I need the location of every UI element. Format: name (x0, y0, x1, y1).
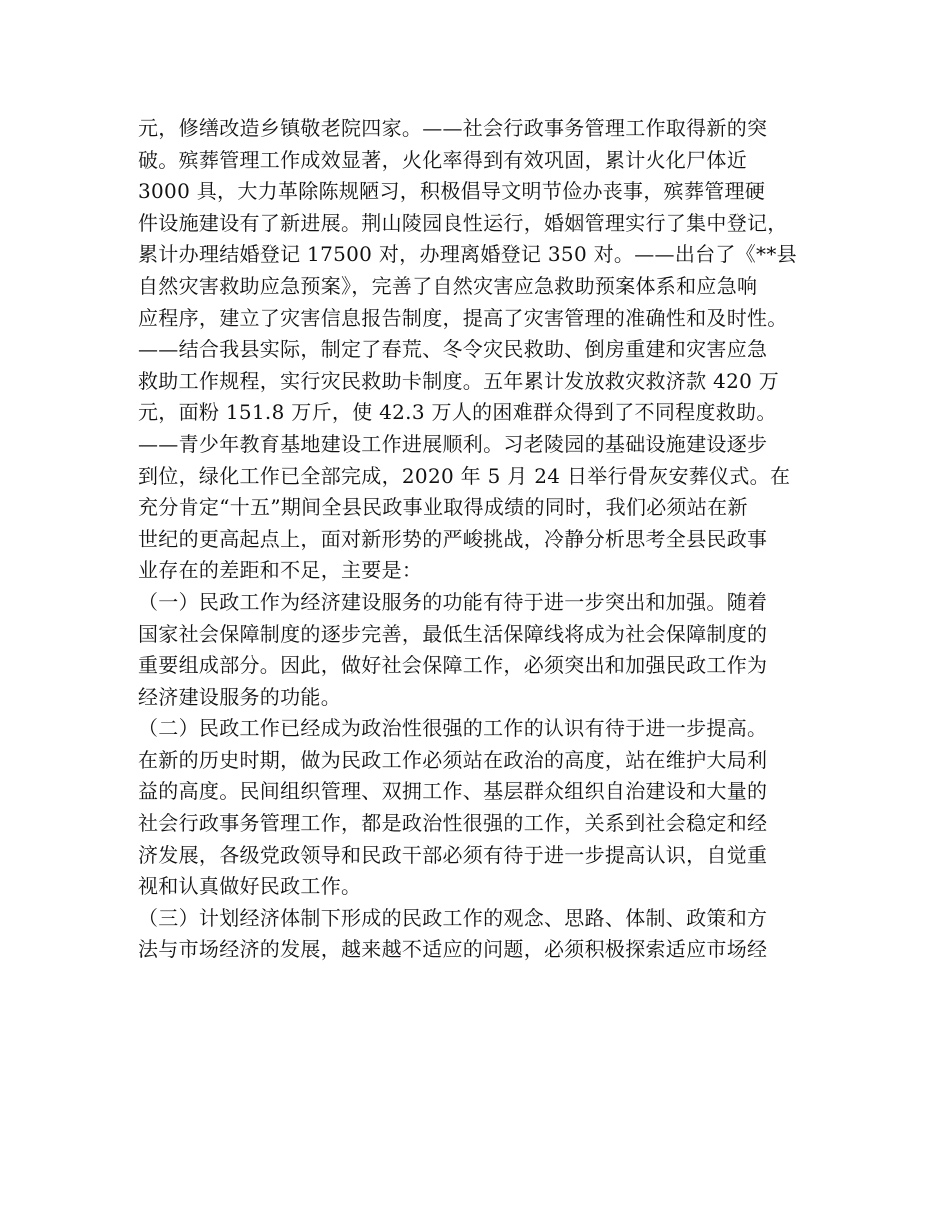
text-line: 应程序，建立了灾害信息报告制度，提高了灾害管理的准确性和及时性。 (138, 305, 788, 330)
text-line: 自然灾害救助应急预案》，完善了自然灾害应急救助预案体系和应急响 (138, 273, 758, 298)
text-line: 件设施建设有了新进展。荆山陵园良性运行，婚姻管理实行了集中登记， (138, 210, 788, 235)
text-line: 国家社会保障制度的逐步完善，最低生活保障线将成为社会保障制度的 (138, 621, 768, 646)
text-line: ——青少年教育基地建设工作进展顺利。习老陵园的基础设施建设逐步 (138, 431, 768, 456)
text-line: 3000 具，大力革除陈规陋习，积极倡导文明节俭办丧事，殡葬管理硬 (138, 179, 766, 204)
text-line: ——结合我县实际，制定了春荒、冬令灾民救助、倒房重建和灾害应急 (138, 337, 768, 362)
text-line: 破。殡葬管理工作成效显著，火化率得到有效巩固，累计火化尸体近 (138, 147, 747, 172)
section-heading-line: （二）民政工作已经成为政治性很强的工作的认识有待于进一步提高。 (138, 716, 768, 741)
text-line: 元，面粉 151.8 万斤，使 42.3 万人的困难群众得到了不同程度救助。 (138, 400, 777, 425)
document-body (138, 113, 828, 966)
section-heading-line: （一）民政工作为经济建设服务的功能有待于进一步突出和加强。随着 (138, 589, 768, 614)
text-line: 到位，绿化工作已全部完成，2020 年 5 月 24 日举行骨灰安葬仪式。在 (138, 463, 791, 488)
text-line: 在新的历史时期，做为民政工作必须站在政治的高度，站在维护大局利 (138, 747, 768, 772)
text-line: 法与市场经济的发展，越来越不适应的问题，必须积极探索适应市场经 (138, 937, 768, 962)
text-line: 视和认真做好民政工作。 (138, 874, 362, 899)
section-heading-line: （三）计划经济体制下形成的民政工作的观念、思路、体制、政策和方 (138, 905, 768, 930)
text-line: 重要组成部分。因此，做好社会保障工作，必须突出和加强民政工作为 (138, 653, 768, 678)
text-line: 经济建设服务的功能。 (138, 684, 341, 709)
text-line: 社会行政事务管理工作，都是政治性很强的工作，关系到社会稳定和经 (138, 811, 768, 836)
text-line: 世纪的更高起点上，面对新形势的严峻挑战，冷静分析思考全县民政事 (138, 526, 768, 551)
text-line: 累计办理结婚登记 17500 对，办理离婚登记 350 对。——出台了《**县 (138, 242, 797, 267)
text-line: 救助工作规程，实行灾民救助卡制度。五年累计发放救灾救济款 420 万 (138, 368, 780, 393)
text-line: 元，修缮改造乡镇敬老院四家。——社会行政事务管理工作取得新的突 (138, 116, 768, 140)
text-line: 济发展，各级党政领导和民政干部必须有待于进一步提高认识，自觉重 (138, 842, 768, 867)
text-line: 充分肯定“十五”期间全县民政事业取得成绩的同时，我们必须站在新 (138, 495, 748, 520)
text-line: 业存在的差距和不足，主要是： (138, 558, 423, 583)
text-line: 益的高度。民间组织管理、双拥工作、基层群众组织自治建设和大量的 (138, 779, 768, 804)
